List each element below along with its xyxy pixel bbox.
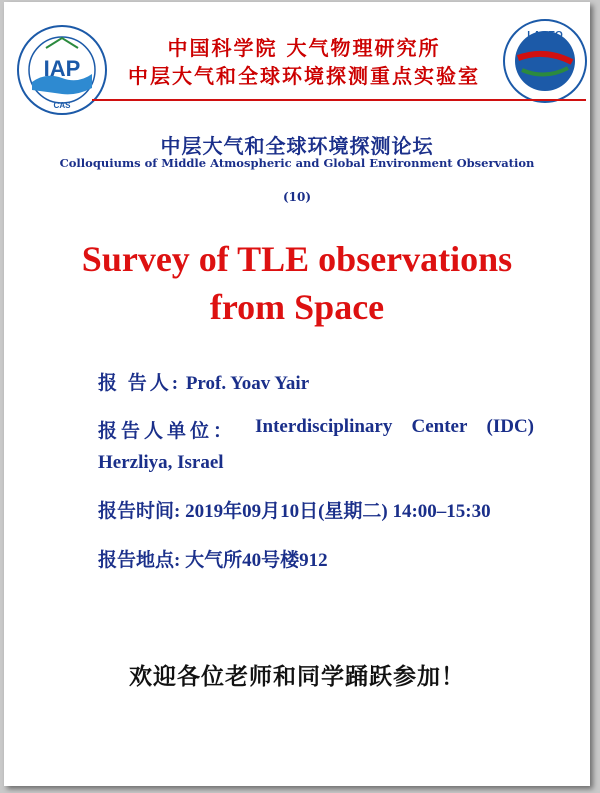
- talk-title-line2: from Space: [209, 287, 385, 327]
- iap-logo-icon: [16, 24, 108, 116]
- speaker-label: 报 告人:: [98, 373, 182, 394]
- affiliation-location: Herzliya, Israel: [98, 452, 224, 473]
- svg-text:CAS: CAS: [53, 101, 71, 110]
- affiliation-row: [98, 416, 534, 443]
- speaker-value: Prof. Yoav Yair: [185, 373, 310, 394]
- forum-title-en: Colloquiums of Middle Atmospheric and Global Environment Observation: [59, 156, 535, 170]
- speaker-row: [98, 368, 309, 395]
- affiliation-word2: Center: [411, 416, 468, 437]
- time-value: 2019年09月10日(星期二) 14:00–15:30: [185, 501, 491, 522]
- talk-title-line1: Survey of TLE observations: [81, 239, 513, 279]
- time-label: 报告时间:: [98, 501, 181, 522]
- institute-name: 中国科学院 大气物理研究所: [167, 36, 441, 60]
- laboratory-name: 中层大气和全球环境探测重点实验室: [128, 64, 480, 88]
- place-label: 报告地点:: [98, 550, 181, 571]
- time-row: [98, 496, 491, 523]
- poster-page: [4, 2, 590, 786]
- welcome-message: 欢迎各位老师和同学踊跃参加！: [129, 664, 465, 690]
- place-row: [98, 545, 328, 572]
- affiliation-label: 报告人单位：: [98, 421, 237, 442]
- affiliation-word1: Interdisciplinary: [255, 416, 393, 437]
- place-value: 大气所40号楼912: [185, 550, 328, 571]
- affiliation-word3: (IDC): [486, 416, 534, 437]
- lageo-logo-icon: [502, 18, 588, 104]
- issue-number: (10): [282, 190, 312, 204]
- svg-text:LAGEO: LAGEO: [527, 30, 563, 41]
- header-divider: [92, 99, 586, 101]
- svg-text:IAP: IAP: [43, 56, 81, 81]
- forum-title-cn: 中层大气和全球环境探测论坛: [160, 134, 434, 158]
